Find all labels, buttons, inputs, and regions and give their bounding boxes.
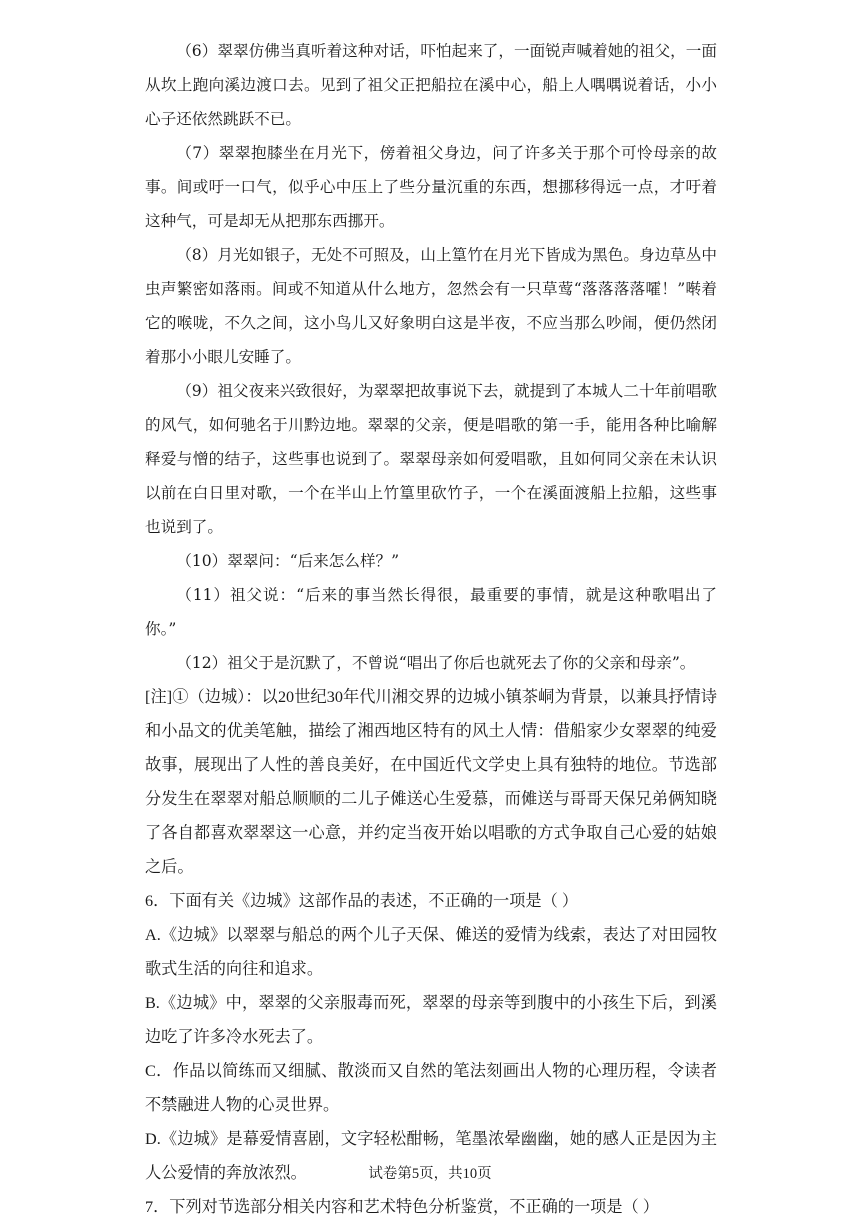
paragraph-6: （6）翠翠仿佛当真听着这种对话，吓怕起来了，一面锐声喊着她的祖父，一面从坎上跑向溪边渡口去。见到了祖父正把船拉在溪中心，船上人喁喁说着话，小小心子还依然跳跃不已。: [145, 42, 717, 128]
paragraph-8: （8）月光如银子，无处不可照及，山上篁竹在月光下皆成为黑色。身边草丛中虫声繁密如落雨。间或不知道从什么地方，忽然会有一只草莺“落落落落嚯！”啭着它的喉咙，不久之间，这小鸟儿又好象明白这是半夜，不应当那么吵闹，便仍然闭着那小小眼儿安睡了。: [145, 246, 717, 366]
question-6-option-b: B.《边城》中，翠翠的父亲服毒而死，翠翠的母亲等到腹中的小孩生下后，到溪边吃了许多冷水死去了。: [145, 994, 717, 1046]
question-7-stem: 7．下列对节选部分相关内容和艺术特色分析鉴赏，不正确的一项是（ ）: [145, 1198, 659, 1216]
page-footer: 试卷第5页，共10页: [368, 1166, 492, 1182]
annotation-note: [注]①（边城）：以20世纪30年代川湘交界的边城小镇茶峒为背景，以兼具抒情诗和小品文的优美笔触，描绘了湘西地区特有的风土人情：借船家少女翠翠的纯爱故事，展现出了人性的善良美好，在中国近代文学史上具有独特的地位。节选部分发生在翠翠对船总顺顺的二儿子傩送心生爱慕，而傩送与哥哥天保兄弟俩知晓了各自都喜欢翠翠这一心意，并约定当夜开始以唱歌的方式争取自己心爱的姑娘之后。: [145, 688, 717, 876]
question-6-option-a: A.《边城》以翠翠与船总的两个儿子天保、傩送的爱情为线索，表达了对田园牧歌式生活的向往和追求。: [145, 926, 717, 978]
paragraph-11: （11）祖父说：“后来的事当然长得很，最重要的事情，就是这种歌唱出了你。”: [145, 586, 717, 638]
paragraph-9: （9）祖父夜来兴致很好，为翠翠把故事说下去，就提到了本城人二十年前唱歌的风气，如何驰名于川黔边地。翠翠的父亲，便是唱歌的第一手，能用各种比喻解释爱与憎的结子，这些事也说到了。翠翠母亲如何爱唱歌，且如何同父亲在未认识以前在白日里对歌，一个在半山上竹篁里砍竹子，一个在溪面渡船上拉船，这些事也说到了。: [145, 382, 717, 536]
question-6-stem: 6．下面有关《边城》这部作品的表述，不正确的一项是（ ）: [145, 892, 579, 910]
paragraph-7: （7）翠翠抱膝坐在月光下，傍着祖父身边，问了许多关于那个可怜母亲的故事。间或吁一口气，似乎心中压上了些分量沉重的东西，想挪移得远一点，才吁着这种气，可是却无从把那东西挪开。: [145, 144, 717, 230]
paragraph-12: （12）祖父于是沉默了，不曾说“唱出了你后也就死去了你的父亲和母亲”。: [176, 654, 696, 672]
question-6-option-d: D.《边城》是幕爱情喜剧，文字轻松酣畅，笔墨浓晕幽幽，她的感人正是因为主人公爱情的奔放浓烈。: [145, 1130, 717, 1182]
question-6-option-c: C．作品以简练而又细腻、散淡而又自然的笔法刻画出人物的心理历程，令读者不禁融进人物的心灵世界。: [145, 1062, 717, 1114]
page-body: [145, 34, 717, 1224]
paragraph-10: （10）翠翠问：“后来怎么样？”: [176, 552, 400, 570]
